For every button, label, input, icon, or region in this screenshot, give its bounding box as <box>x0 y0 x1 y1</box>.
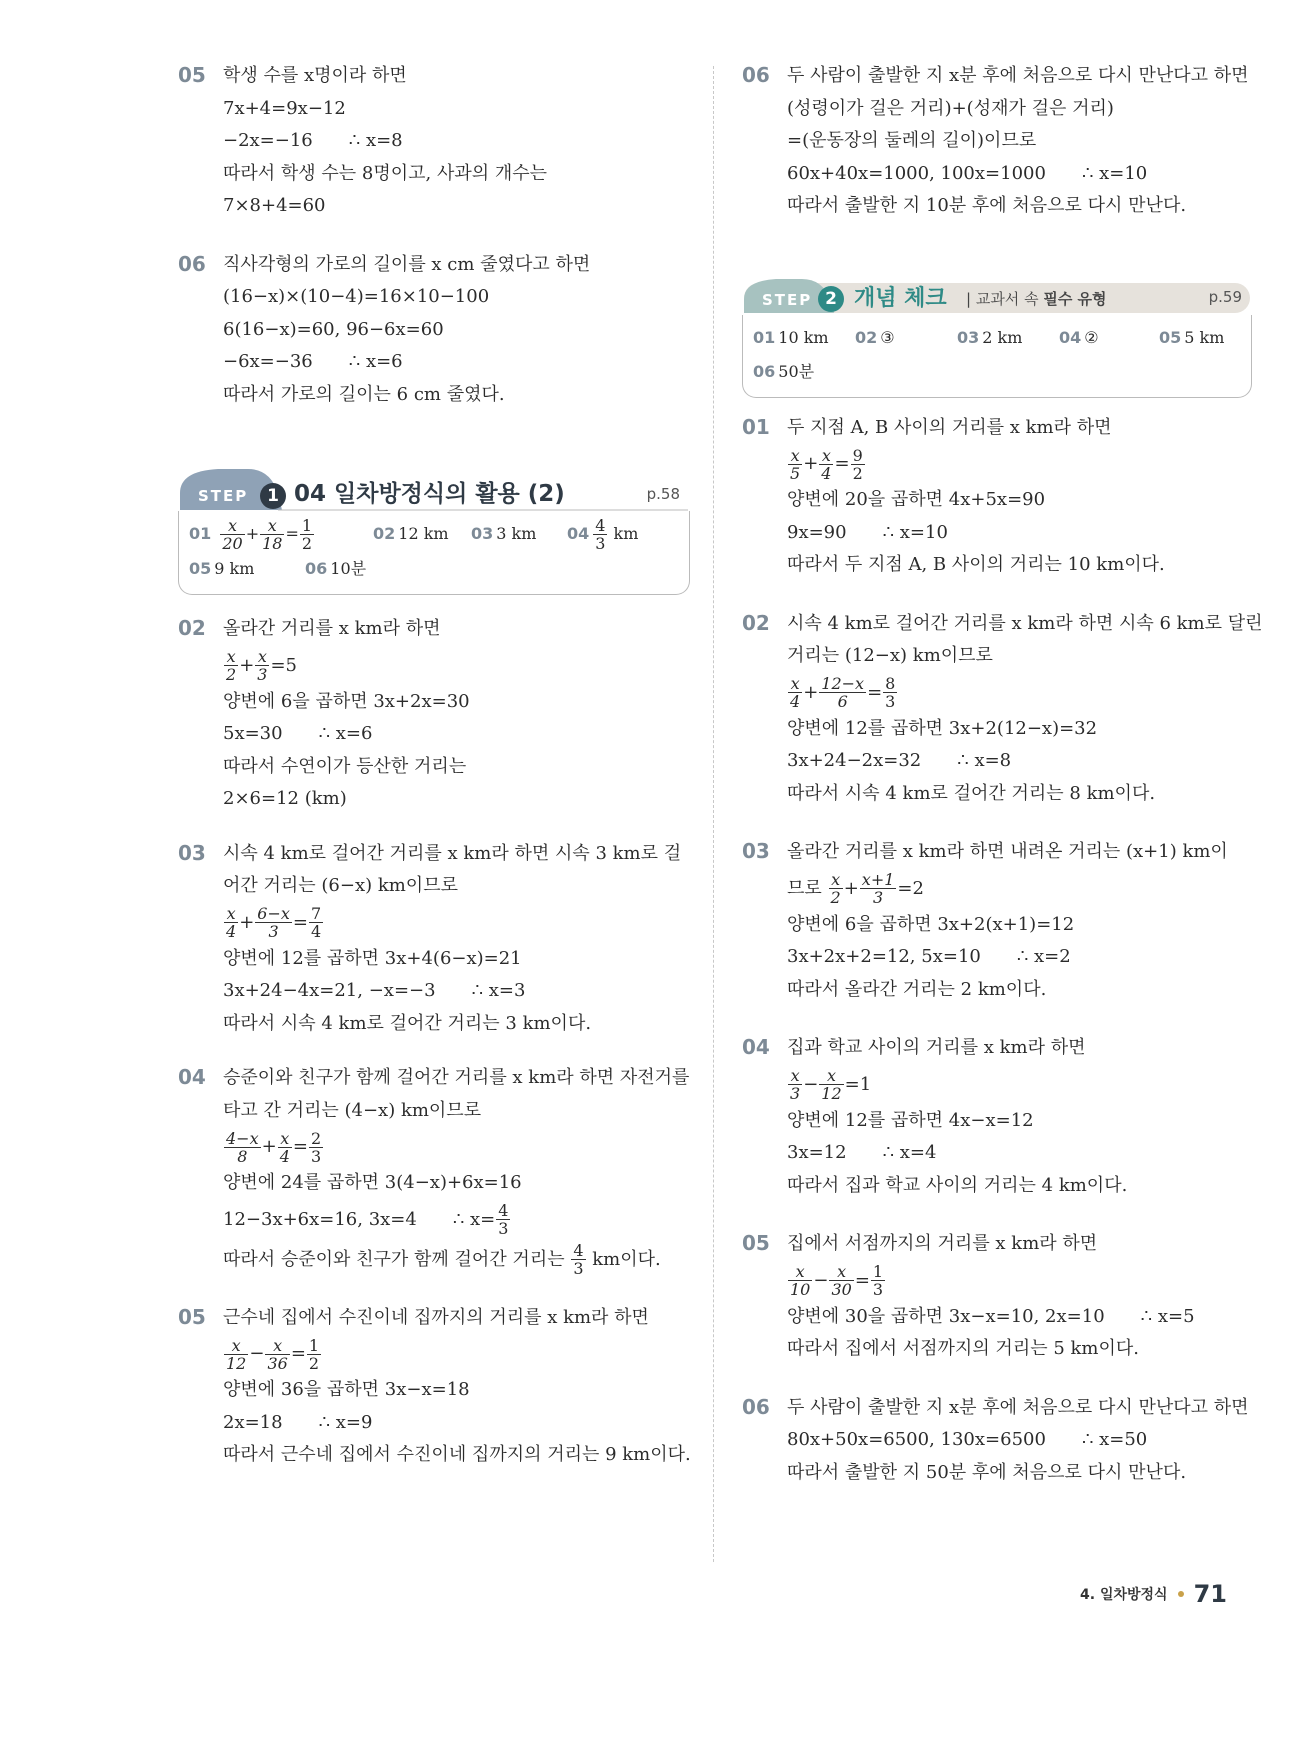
line: 양변에 12를 곱하면 3x+2(12−x)=32 <box>787 717 1098 739</box>
answer-number: 05 <box>1159 327 1182 347</box>
line: 근수네 집에서 수진이네 집까지의 거리를 x km라 하면 <box>223 1306 649 1328</box>
step-number: 1 <box>260 483 286 509</box>
step-title: 04 일차방정식의 활용 (2) <box>294 481 565 507</box>
result: ∴ x= <box>452 1208 496 1230</box>
result: ∴ x=6 <box>318 723 373 744</box>
equation: 7x+4=9x−12 <box>223 97 346 119</box>
line: 두 사람이 출발한 지 x분 후에 처음으로 다시 만난다고 하면 <box>787 65 1249 86</box>
answer-number: 01 <box>753 327 776 347</box>
equation: 5x=30 <box>223 723 283 744</box>
step-page: p.58 <box>646 485 680 503</box>
answer-box: 01 $\frac{x}{20}$ + $\frac{x}{18}$ = $\frac{1}{2}$ 02 12 km 03 3 km 04 $\frac{4}{3}$ km 05 9 km 06 10분 <box>178 511 690 595</box>
line: 양변에 20을 곱하면 4x+5x=90 <box>787 489 1046 510</box>
answer-number: 04 <box>1059 327 1082 347</box>
step2-problem-02-solution <box>742 608 1263 811</box>
problem-number: 02 <box>742 610 770 635</box>
answer-number: 04 <box>567 524 590 543</box>
problem-number: 03 <box>742 839 770 863</box>
column-divider <box>713 66 714 1562</box>
equation: 2x=18 <box>223 1411 283 1433</box>
step1-problem-05-solution <box>178 1302 690 1472</box>
result: ∴ x=50 <box>1081 1429 1148 1450</box>
line: 시속 4 km로 걸어간 거리를 x km라 하면 시속 3 km로 걸 <box>223 842 682 864</box>
answer-number: 02 <box>373 524 396 543</box>
result: ∴ x=4 <box>882 1142 937 1163</box>
problem-number: 05 <box>178 63 206 87</box>
problem-number: 06 <box>742 63 770 87</box>
problem-number: 04 <box>742 1035 770 1059</box>
step-subtitle-bold: 필수 유형 <box>1043 289 1107 308</box>
line: 집에서 서점까지의 거리를 x km라 하면 <box>787 1233 1098 1254</box>
result: ∴ x=10 <box>882 521 948 543</box>
answer-value: 10 km <box>778 327 829 347</box>
line-end: km이다. <box>592 1248 661 1270</box>
equation: 7×8+4=60 <box>223 195 326 216</box>
line: (성령이가 걸은 거리)+(성재가 걸은 거리) <box>787 97 1114 119</box>
equation: −6x=−36 <box>223 351 313 372</box>
result: ∴ x=2 <box>1016 946 1071 967</box>
line: 따라서 승준이와 친구가 함께 걸어간 거리는 <box>223 1248 565 1270</box>
equation: 80x+50x=6500, 130x=6500 <box>787 1429 1046 1450</box>
line: 따라서 근수네 집에서 수진이네 집까지의 거리는 9 km이다. <box>223 1444 691 1465</box>
result: ∴ x=8 <box>348 130 403 151</box>
fraction-equation: $\frac{x}{10}$ − $\frac{x}{30}$ = $\frac{1}{3}$ <box>790 1262 884 1299</box>
left-column <box>178 60 690 1472</box>
line: 따라서 올라간 거리는 2 km이다. <box>787 978 1047 1000</box>
line: 양변에 12를 곱하면 3x+4(6−x)=21 <box>223 947 522 969</box>
equation: 3x=12 <box>787 1142 847 1163</box>
step-label: STEP <box>198 487 249 505</box>
page-footer <box>1080 1580 1227 1608</box>
step-1-header <box>178 463 690 511</box>
equation: 3x+24−2x=32 <box>787 750 922 771</box>
step-number: 2 <box>818 286 844 312</box>
answer-value: ② <box>1084 327 1099 347</box>
line: 양변에 12를 곱하면 4x−x=12 <box>787 1109 1034 1131</box>
result: ∴ x=3 <box>471 980 526 1001</box>
equation: 12−3x+6x=16, 3x=4 <box>223 1208 417 1230</box>
denominator: 18 <box>262 534 283 553</box>
line: 따라서 학생 수는 8명이고, 사과의 개수는 <box>223 162 547 184</box>
problem-number: 06 <box>742 1394 770 1419</box>
step-2-header: STEP 2 개념 체크 | 교과서 속 필수 유형 p.59 <box>742 275 1252 315</box>
denominator: 3 <box>595 534 606 553</box>
right-column <box>742 60 1263 1489</box>
line: 따라서 수연이가 등산한 거리는 <box>223 755 467 777</box>
answer-value: 10분 <box>330 559 367 578</box>
problem-05-solution <box>178 60 690 223</box>
fraction-equation: $\frac{x}{2}$ + $\frac{x}{3}$ =5 <box>226 647 298 684</box>
line: 므로 <box>787 877 822 899</box>
separator-dot <box>1178 1591 1184 1597</box>
numerator: 4 <box>595 516 606 535</box>
result: ∴ x=5 <box>1140 1305 1195 1327</box>
answer-value: 5 km <box>1184 327 1225 347</box>
equation: (16−x)×(10−4)=16×10−100 <box>223 286 490 307</box>
line: 양변에 24를 곱하면 3(4−x)+6x=16 <box>223 1172 522 1193</box>
result: ∴ x=10 <box>1081 162 1148 184</box>
line: 집과 학교 사이의 거리를 x km라 하면 <box>787 1037 1086 1058</box>
line: 거리는 (12−x) km이므로 <box>787 645 993 666</box>
result: ∴ x=9 <box>318 1411 373 1433</box>
fraction-equation: $\frac{x}{4}$ + $\frac{6-x}{3}$ = $\frac{7}{4}$ <box>226 904 322 941</box>
line: 따라서 출발한 지 10분 후에 처음으로 다시 만난다. <box>787 195 1187 216</box>
step1-problem-04-solution: 04 승준이와 친구가 함께 걸어간 거리를 x km라 하면 자전거를 타고 간 거리는 (4−x) km이므로 $\frac{4-x}{8}$ + $\frac{x}{4}$ = $\frac{2}{3}$ 양변에 24를 곱하면 3(4−x)+6x=16 12−3x+6x=16, 3x=4 ∴ x= $\frac{4}{3}$ 따라서 승준이와 친구가 함께 걸어간 거리는 $\frac{4}{3}$ km이다. <box>178 1062 690 1280</box>
line: 양변에 6을 곱하면 3x+2x=30 <box>223 690 470 712</box>
line: 시속 4 km로 걸어간 거리를 x km라 하면 시속 6 km로 달린 <box>787 612 1263 634</box>
line: 따라서 시속 4 km로 걸어간 거리는 8 km이다. <box>787 782 1156 804</box>
equation: 2×6=12 (km) <box>223 788 347 809</box>
line: 따라서 집과 학교 사이의 거리는 4 km이다. <box>787 1174 1128 1196</box>
step1-problem-03-solution <box>178 838 690 1041</box>
numerator: 1 <box>301 516 313 535</box>
fraction-equation: $\frac{x}{4}$ + $\frac{12-x}{6}$ = $\frac{8}{3}$ <box>790 674 896 711</box>
equation: 60x+40x=1000, 100x=1000 <box>787 162 1046 184</box>
problem-06-solution <box>178 249 690 412</box>
line: 두 사람이 출발한 지 x분 후에 처음으로 다시 만난다고 하면 <box>787 1396 1249 1418</box>
problem-number: 05 <box>178 1304 206 1329</box>
problem-number: 01 <box>742 414 770 439</box>
fraction-equation: $\frac{x}{5}$ + $\frac{x}{4}$ = $\frac{9}{2}$ <box>790 445 863 483</box>
problem-number: 03 <box>178 840 206 865</box>
page-number: 71 <box>1193 1580 1227 1608</box>
step2-problem-01-solution <box>742 412 1252 582</box>
line: 올라간 거리를 x km라 하면 내려온 거리는 (x+1) km이 <box>787 841 1228 862</box>
step2-problem-06-solution <box>742 1392 1252 1490</box>
result: ∴ x=8 <box>957 750 1012 771</box>
answer-value: 2 km <box>982 327 1023 347</box>
step2-problem-04-solution <box>742 1032 1252 1202</box>
step-label: STEP <box>762 290 813 309</box>
line: 양변에 6을 곱하면 3x+2(x+1)=12 <box>787 913 1075 935</box>
line: 올라간 거리를 x km라 하면 <box>223 618 441 639</box>
answer-number: 03 <box>471 524 494 543</box>
answer-value: 50분 <box>778 361 815 381</box>
answer-number: 06 <box>753 361 776 381</box>
step1-problem-02-solution <box>178 613 690 816</box>
equation: 3x+24−4x=21, −x=−3 <box>223 980 436 1001</box>
line: 승준이와 친구가 함께 걸어간 거리를 x km라 하면 자전거를 <box>223 1067 690 1088</box>
fraction-equation: $\frac{x}{12}$ − $\frac{x}{36}$ = $\frac{1}{2}$ <box>226 1335 320 1373</box>
equation: 양변에 30을 곱하면 3x−x=10, 2x=10 <box>787 1305 1105 1327</box>
problem-number: 04 <box>178 1065 206 1089</box>
line: 따라서 집에서 서점까지의 거리는 5 km이다. <box>787 1338 1139 1359</box>
line: 직사각형의 가로의 길이를 x cm 줄였다고 하면 <box>223 253 591 275</box>
line: 두 지점 A, B 사이의 거리를 x km라 하면 <box>787 416 1112 438</box>
step2-problem-03-solution: 03 올라간 거리를 x km라 하면 내려온 거리는 (x+1) km이 므로 $\frac{x}{2}$ + $\frac{x+1}{3}$ =2 양변에 6을 곱하면 3x+2(x+1)=12 3x+2x+2=12, 5x=10 ∴ x=2 따라서 올라간 거리는 2 km이다. <box>742 836 1252 1006</box>
line: 따라서 가로의 길이는 6 cm 줄였다. <box>223 383 505 405</box>
line: 따라서 두 지점 A, B 사이의 거리는 10 km이다. <box>787 554 1165 575</box>
answer-value: ③ <box>880 327 895 347</box>
step-title: 개념 체크 <box>854 285 947 311</box>
result: ∴ x=6 <box>348 351 403 372</box>
answer-number: 02 <box>855 327 878 347</box>
equation: 9x=90 <box>787 521 847 543</box>
answer-number: 01 <box>189 524 212 543</box>
line: 어간 거리는 (6−x) km이므로 <box>223 875 458 896</box>
line: 따라서 시속 4 km로 걸어간 거리는 3 km이다. <box>223 1012 592 1034</box>
answer-value: 12 km <box>398 524 449 543</box>
answer-number: 06 <box>305 559 328 578</box>
equation: 3x+2x+2=12, 5x=10 <box>787 946 981 967</box>
problem-06-solution <box>742 60 1252 223</box>
numerator: x <box>220 517 244 535</box>
answer-value: 9 km <box>214 559 255 578</box>
equation: −2x=−16 <box>223 130 313 151</box>
numerator: x <box>260 517 284 535</box>
problem-number: 06 <box>178 251 206 276</box>
answer-unit: km <box>613 524 639 543</box>
problem-number: 05 <box>742 1231 770 1255</box>
answer-value: 3 km <box>496 524 537 543</box>
denominator: 2 <box>301 534 313 553</box>
answer-number: 05 <box>189 559 212 578</box>
step-subtitle: 교과서 속 <box>975 289 1039 308</box>
line: 타고 간 거리는 (4−x) km이므로 <box>223 1099 482 1121</box>
line: =(운동장의 둘레의 길이)이므로 <box>787 130 1037 151</box>
step2-problem-05-solution <box>742 1228 1252 1366</box>
fraction-equation: $\frac{x}{3}$ − $\frac{x}{12}$ =1 <box>790 1066 872 1103</box>
section-name: 4. 일차방정식 <box>1080 1587 1168 1603</box>
line: 학생 수를 x명이라 하면 <box>223 65 407 86</box>
line: 따라서 출발한 지 50분 후에 처음으로 다시 만난다. <box>787 1461 1187 1483</box>
problem-number: 02 <box>178 616 206 640</box>
answer-box <box>742 315 1252 398</box>
answer-number: 03 <box>957 327 980 347</box>
step-page: p.59 <box>1208 287 1242 306</box>
fraction-equation: $\frac{4-x}{8}$ + $\frac{x}{4}$ = $\frac{2}{3}$ <box>226 1128 322 1166</box>
line: 양변에 36을 곱하면 3x−x=18 <box>223 1379 470 1400</box>
denominator: 20 <box>222 534 243 553</box>
equation: 6(16−x)=60, 96−6x=60 <box>223 318 444 340</box>
